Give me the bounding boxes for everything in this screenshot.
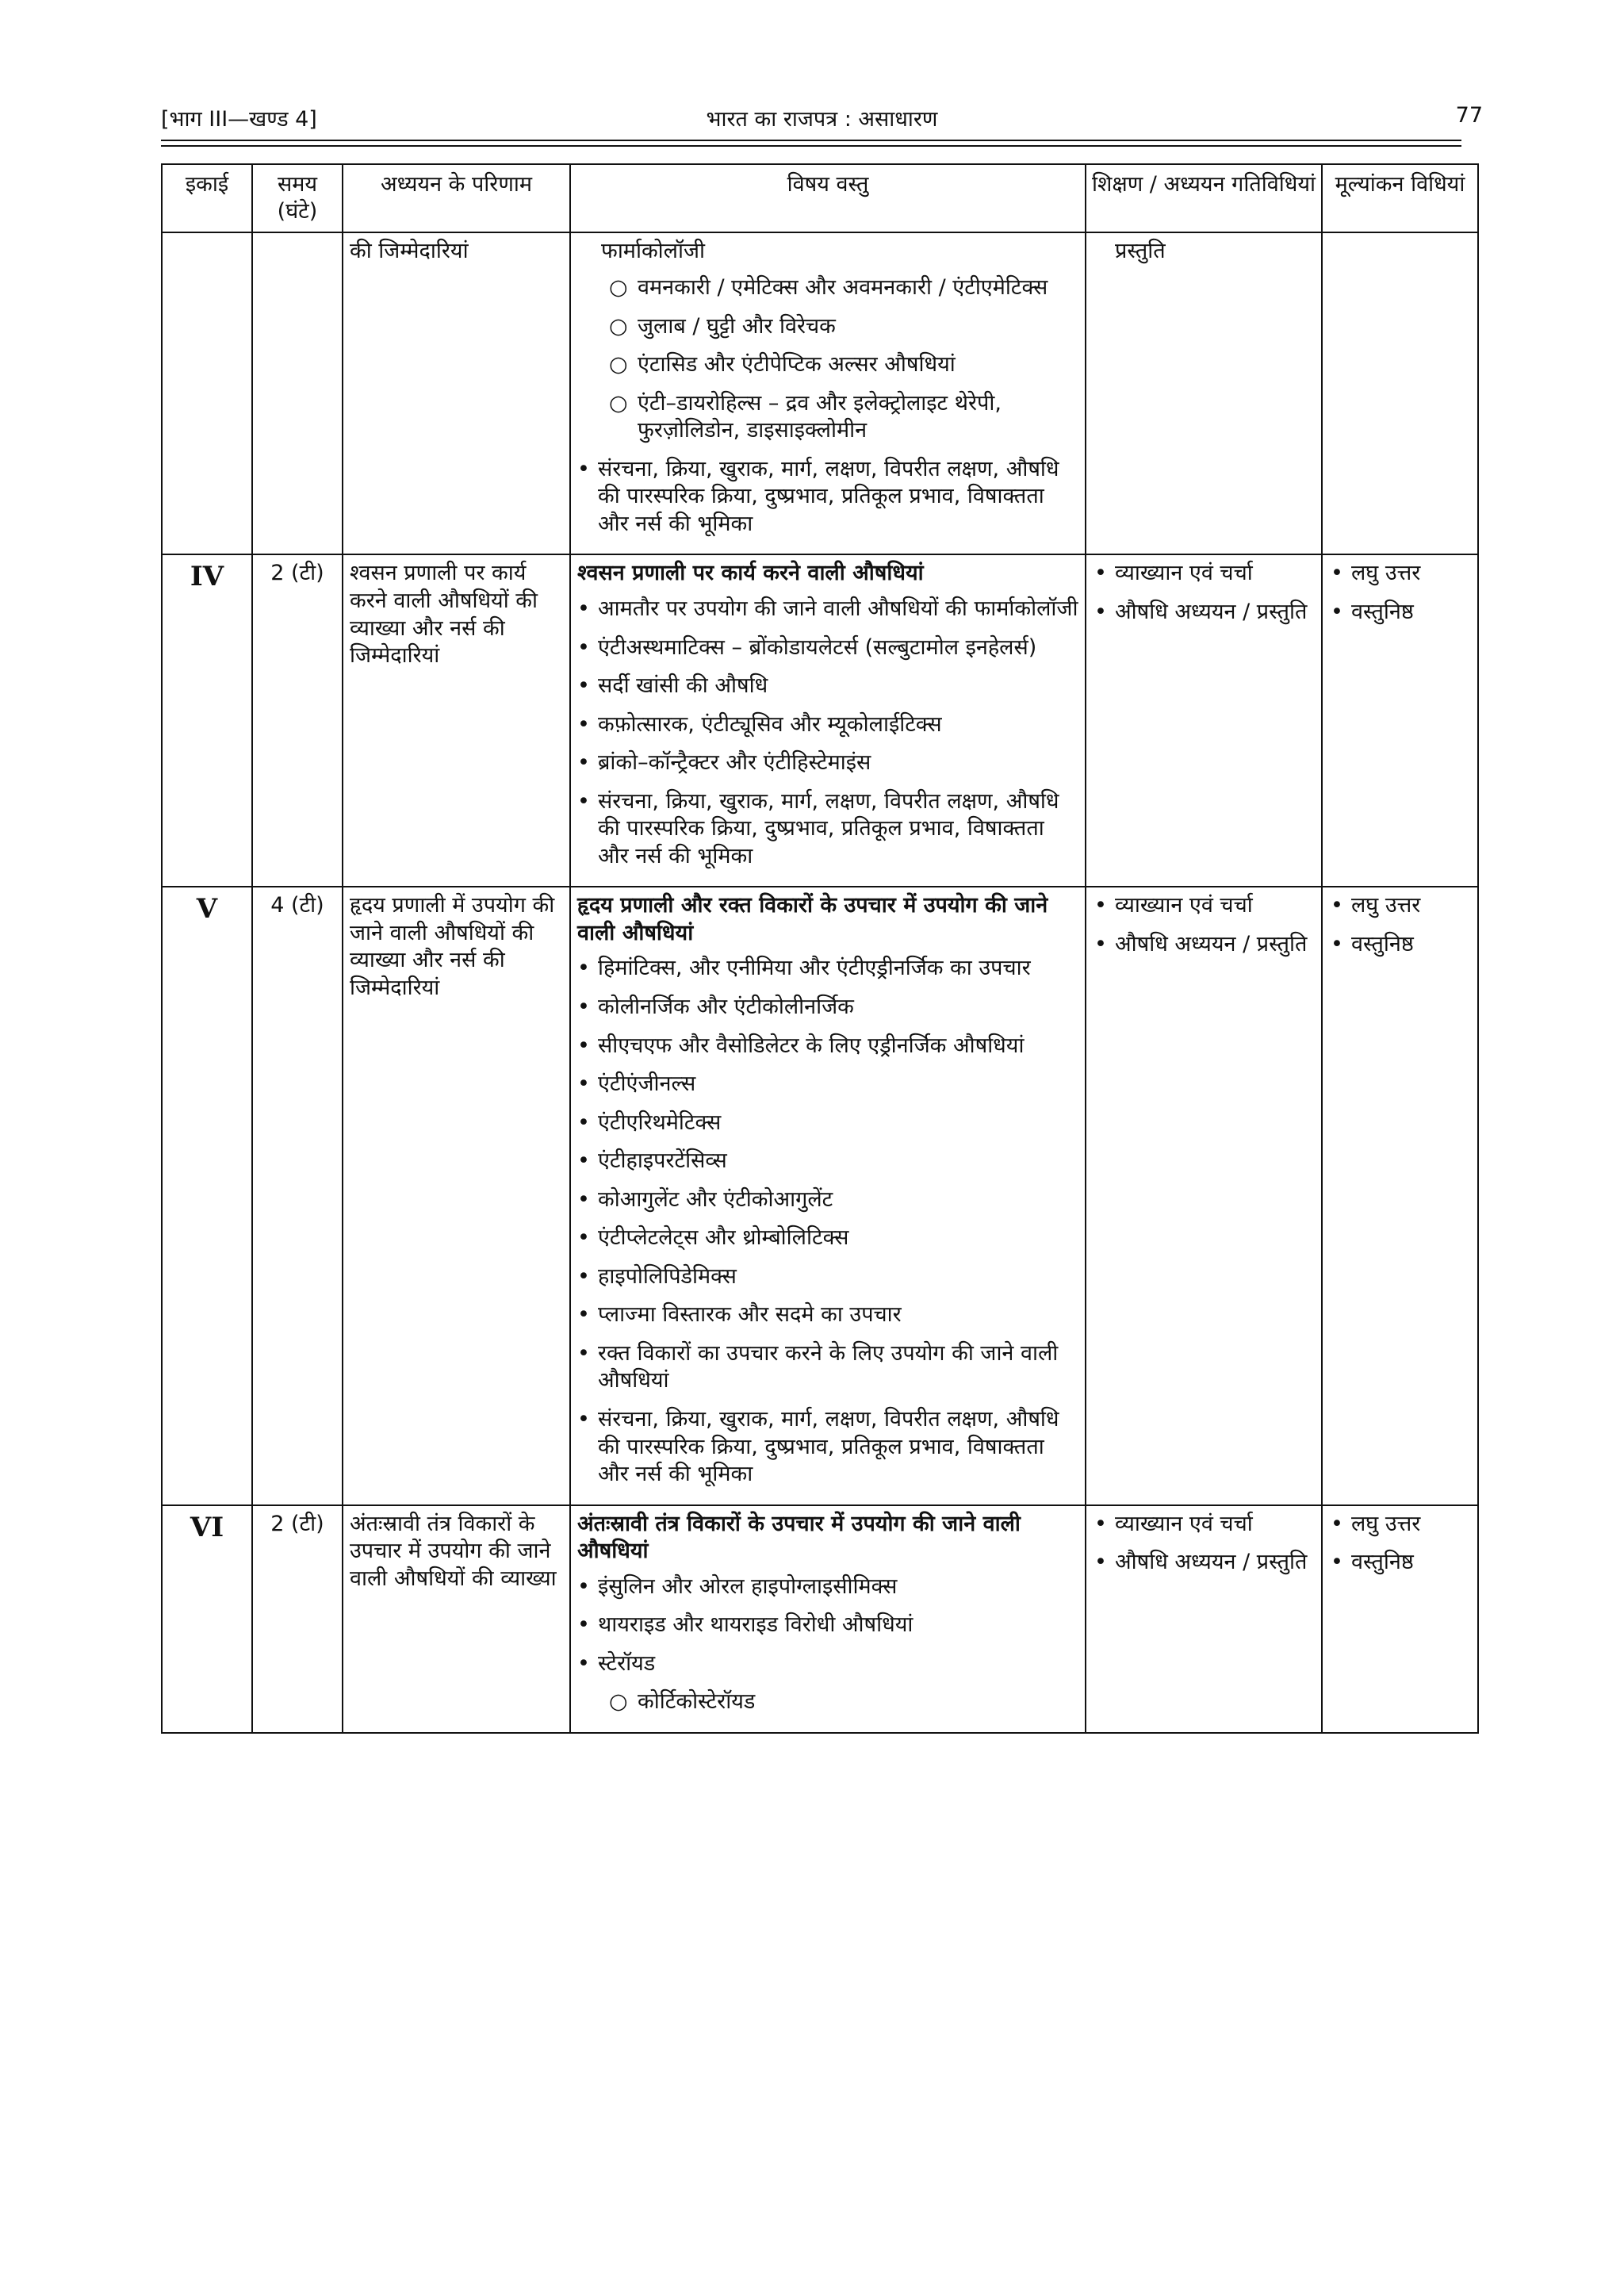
method-item xyxy=(1093,1549,1315,1577)
learning-outcome-cell: हृदय प्रणाली में उपयोग की जाने वाली औषधियों की व्याख्या और नर्स की जिम्मेदारियां xyxy=(343,887,570,1504)
content-item xyxy=(577,1301,1078,1329)
content-item xyxy=(577,1650,1078,1678)
time-cell: 4 (टी) xyxy=(252,887,343,1504)
list-marker: • xyxy=(1331,599,1343,624)
list-marker: • xyxy=(577,1110,590,1135)
list-item-text: हिमांटिक्स, और एनीमिया और एंटीएड्रीनर्जिक का उपचार xyxy=(598,956,1031,981)
content-title: श्वसन प्रणाली पर कार्य करने वाली औषधियां xyxy=(577,561,924,586)
teaching-methods-cell xyxy=(1086,1505,1322,1733)
list-marker: • xyxy=(577,596,590,621)
list-marker: • xyxy=(577,1573,590,1599)
page-header xyxy=(161,103,1483,138)
list-marker: ○ xyxy=(609,1689,628,1715)
time-cell: 2 (टी) xyxy=(252,554,343,887)
column-header-unit: इकाई xyxy=(162,164,252,232)
content-item xyxy=(577,1148,1078,1175)
list-marker: • xyxy=(577,673,590,699)
list-marker: • xyxy=(577,750,590,776)
teaching-methods-cell xyxy=(1086,554,1322,887)
content-item xyxy=(577,1110,1078,1137)
evaluation-methods-cell xyxy=(1322,1505,1478,1733)
list-item-text: प्रस्तुति xyxy=(1115,238,1166,263)
content-item xyxy=(577,788,1078,871)
unit-cell: V xyxy=(162,887,252,1504)
list-marker: ○ xyxy=(609,390,628,416)
evaluation-item xyxy=(1329,560,1471,588)
list-item-text: कोलीनर्जिक और एंटीकोलीनर्जिक xyxy=(598,994,854,1019)
content-item xyxy=(577,1263,1078,1291)
evaluation-methods-cell xyxy=(1322,554,1478,887)
content-item xyxy=(577,1406,1078,1489)
table-row xyxy=(162,887,1478,1504)
content-item xyxy=(577,1225,1078,1252)
list-marker: • xyxy=(577,994,590,1019)
content-subheading: फार्माकोलॉजी xyxy=(601,238,706,263)
list-marker: • xyxy=(1094,893,1107,918)
list-marker: • xyxy=(1094,1511,1107,1536)
table-row xyxy=(162,1505,1478,1733)
list-item-text: व्याख्यान एवं चर्चा xyxy=(1115,1511,1253,1536)
list-marker: • xyxy=(577,1186,590,1212)
list-marker: • xyxy=(1331,561,1343,586)
content-cell xyxy=(570,232,1086,555)
list-marker: • xyxy=(577,1033,590,1058)
list-marker: • xyxy=(1094,561,1107,586)
table-row xyxy=(162,554,1478,887)
list-item-text: एंटीएरिथमेटिक्स xyxy=(598,1110,722,1135)
list-item-text: हाइपोलिपिडेमिक्स xyxy=(598,1263,737,1289)
content-item xyxy=(577,1186,1078,1214)
column-header-outcome: अध्ययन के परिणाम xyxy=(343,164,570,232)
list-marker: • xyxy=(577,1302,590,1328)
list-item-text: इंसुलिन और ओरल हाइपोग्लाइसीमिक्स xyxy=(598,1573,898,1599)
list-item-text: औषधि अध्ययन / प्रस्तुति xyxy=(1115,931,1308,956)
list-item-text: रक्त विकारों का उपचार करने के लिए उपयोग की जाने वाली औषधियां xyxy=(598,1340,1059,1393)
column-header-methods: शिक्षण / अध्ययन गतिविधियां xyxy=(1086,164,1322,232)
method-item xyxy=(1093,931,1315,959)
content-item xyxy=(577,673,1078,700)
list-item-text: सर्दी खांसी की औषधि xyxy=(598,673,768,699)
content-cell xyxy=(570,1505,1086,1733)
list-marker: • xyxy=(1094,931,1107,956)
content-item xyxy=(577,749,1078,777)
content-item xyxy=(577,1071,1078,1098)
content-item xyxy=(577,955,1078,983)
list-marker: • xyxy=(1331,1550,1343,1575)
learning-outcome-cell: श्वसन प्रणाली पर कार्य करने वाली औषधियों की व्याख्या और नर्स की जिम्मेदारियां xyxy=(343,554,570,887)
list-item-text: एंटी–डायरोहिल्स – द्रव और इलेक्ट्रोलाइट थेरेपी, फुरज़ोलिडोन, डाइसाइक्लोमीन xyxy=(638,390,1002,443)
table-row xyxy=(162,232,1478,555)
unit-cell xyxy=(162,232,252,555)
content-subitem xyxy=(577,313,1078,341)
list-marker: • xyxy=(577,1650,590,1676)
method-item xyxy=(1093,599,1315,627)
content-item xyxy=(577,1033,1078,1060)
method-item xyxy=(1093,892,1315,920)
content-item xyxy=(577,994,1078,1022)
header-rule-bottom xyxy=(161,145,1461,147)
list-marker: • xyxy=(1094,599,1107,624)
column-header-evaluation: मूल्यांकन विधियां xyxy=(1322,164,1478,232)
evaluation-item xyxy=(1329,892,1471,920)
content-title: अंतःस्रावी तंत्र विकारों के उपचार में उपयोग की जाने वाली औषधियां xyxy=(577,1511,1021,1564)
list-item-text: कोर्टिकोस्टेरॉयड xyxy=(638,1689,756,1715)
method-item xyxy=(1093,1511,1315,1539)
content-subitem xyxy=(577,390,1078,445)
teaching-methods-cell xyxy=(1086,887,1322,1504)
content-item xyxy=(577,596,1078,623)
method-item xyxy=(1093,560,1315,588)
list-item-text: जुलाब / घुट्टी और विरेचक xyxy=(638,313,836,339)
content-item xyxy=(577,456,1078,539)
column-header-time: समय (घंटे) xyxy=(252,164,343,232)
list-item-text: एंटीअस्थमाटिक्स – ब्रोंकोडायलेटर्स (सल्बुटामोल इनहेलर्स) xyxy=(598,634,1037,660)
list-item-text: कोआगुलेंट और एंटीकोआगुलेंट xyxy=(598,1186,833,1212)
list-marker: • xyxy=(1331,1511,1343,1536)
list-marker: • xyxy=(577,711,590,737)
table-header-row xyxy=(162,164,1478,232)
list-marker: ○ xyxy=(609,313,628,339)
list-item-text: संरचना, क्रिया, खुराक, मार्ग, लक्षण, विपरीत लक्षण, औषधि की पारस्परिक क्रिया, दुष्प्रभाव, प्रतिकूल प्रभाव, विषाक्तता और नर्स की भूमिका xyxy=(598,788,1059,868)
list-marker: • xyxy=(577,456,590,481)
unit-cell: VI xyxy=(162,1505,252,1733)
content-subitem xyxy=(577,351,1078,379)
list-item-text: वस्तुनिष्ठ xyxy=(1351,931,1414,956)
content-item xyxy=(577,1340,1078,1395)
header-rule-top xyxy=(161,140,1461,141)
list-item-text: लघु उत्तर xyxy=(1351,561,1421,586)
page-number: 77 xyxy=(1455,103,1483,128)
content-item xyxy=(577,711,1078,739)
content-subitem xyxy=(577,274,1078,302)
list-marker: • xyxy=(1331,931,1343,956)
syllabus-table xyxy=(161,163,1479,1734)
list-marker: • xyxy=(1094,1550,1107,1575)
list-item-text: आमतौर पर उपयोग की जाने वाली औषधियों की फार्माकोलॉजी xyxy=(598,596,1078,621)
content-cell xyxy=(570,554,1086,887)
list-marker: • xyxy=(577,634,590,660)
list-marker: ○ xyxy=(609,275,628,301)
evaluation-item xyxy=(1329,599,1471,627)
list-item-text: एंटीहाइपरटेंसिव्स xyxy=(598,1148,727,1174)
list-item-text: वमनकारी / एमेटिक्स और अवमनकारी / एंटीएमेटिक्स xyxy=(638,275,1048,301)
list-marker: • xyxy=(1331,893,1343,918)
list-item-text: लघु उत्तर xyxy=(1351,893,1421,918)
content-subitem xyxy=(577,1688,1078,1716)
list-marker: • xyxy=(577,788,590,814)
time-cell: 2 (टी) xyxy=(252,1505,343,1733)
list-item-text: एंटासिड और एंटीपेप्टिक अल्सर औषधियां xyxy=(638,352,956,378)
evaluation-methods-cell xyxy=(1322,232,1478,555)
list-marker: • xyxy=(577,1340,590,1366)
list-item-text: व्याख्यान एवं चर्चा xyxy=(1115,561,1253,586)
list-item-text: वस्तुनिष्ठ xyxy=(1351,1550,1414,1575)
list-item-text: व्याख्यान एवं चर्चा xyxy=(1115,893,1253,918)
list-marker: • xyxy=(577,1148,590,1174)
list-item-text: प्लाज्मा विस्तारक और सदमे का उपचार xyxy=(598,1302,902,1328)
gazette-part-label: [भाग III—खण्ड 4] xyxy=(161,107,317,132)
list-item-text: ब्रांको–कॉन्ट्रैक्टर और एंटीहिस्टेमाइंस xyxy=(598,750,871,776)
gazette-title: भारत का राजपत्र : असाधारण xyxy=(706,107,938,132)
learning-outcome-cell: अंतःस्रावी तंत्र विकारों के उपचार में उपयोग की जाने वाली औषधियों की व्याख्या xyxy=(343,1505,570,1733)
list-item-text: एंटीएंजीनल्स xyxy=(598,1071,696,1097)
list-marker: • xyxy=(577,956,590,981)
content-cell xyxy=(570,887,1086,1504)
list-item-text: लघु उत्तर xyxy=(1351,1511,1421,1536)
evaluation-methods-cell xyxy=(1322,887,1478,1504)
list-item-text: स्टेरॉयड xyxy=(598,1650,656,1676)
list-item-text: वस्तुनिष्ठ xyxy=(1351,599,1414,624)
list-item-text: कफ़ोत्सारक, एंटीट्यूसिव और म्यूकोलाईटिक्स xyxy=(598,711,942,737)
time-cell xyxy=(252,232,343,555)
list-item-text: औषधि अध्ययन / प्रस्तुति xyxy=(1115,1550,1308,1575)
list-marker: • xyxy=(577,1071,590,1097)
method-item xyxy=(1093,238,1315,266)
teaching-methods-cell xyxy=(1086,232,1322,555)
list-item-text: संरचना, क्रिया, खुराक, मार्ग, लक्षण, विपरीत लक्षण, औषधि की पारस्परिक क्रिया, दुष्प्रभाव, प्रतिकूल प्रभाव, विषाक्तता और नर्स की भूमिका xyxy=(598,456,1059,536)
list-marker: ○ xyxy=(609,352,628,378)
list-marker: • xyxy=(577,1225,590,1251)
list-item-text: औषधि अध्ययन / प्रस्तुति xyxy=(1115,599,1308,624)
list-marker: • xyxy=(577,1407,590,1432)
list-item-text: सीएचएफ और वैसोडिलेटर के लिए एड्रीनर्जिक औषधियां xyxy=(598,1033,1025,1058)
content-item xyxy=(577,634,1078,662)
content-item xyxy=(577,1573,1078,1601)
evaluation-item xyxy=(1329,931,1471,959)
evaluation-item xyxy=(1329,1511,1471,1539)
evaluation-item xyxy=(1329,1549,1471,1577)
column-header-content: विषय वस्तु xyxy=(570,164,1086,232)
unit-cell: IV xyxy=(162,554,252,887)
list-marker: • xyxy=(577,1612,590,1638)
learning-outcome-cell: की जिम्मेदारियां xyxy=(343,232,570,555)
list-item-text: संरचना, क्रिया, खुराक, मार्ग, लक्षण, विपरीत लक्षण, औषधि की पारस्परिक क्रिया, दुष्प्रभाव, प्रतिकूल प्रभाव, विषाक्तता और नर्स की भूमिका xyxy=(598,1407,1059,1487)
list-marker: • xyxy=(577,1263,590,1289)
content-item xyxy=(577,1612,1078,1639)
table-body xyxy=(162,232,1478,1733)
content-title: हृदय प्रणाली और रक्त विकारों के उपचार में उपयोग की जाने वाली औषधियां xyxy=(577,893,1048,945)
list-item-text: एंटीप्लेटलेट्स और थ्रोम्बोलिटिक्स xyxy=(598,1225,849,1251)
list-item-text: थायराइड और थायराइड विरोधी औषधियां xyxy=(598,1612,914,1638)
